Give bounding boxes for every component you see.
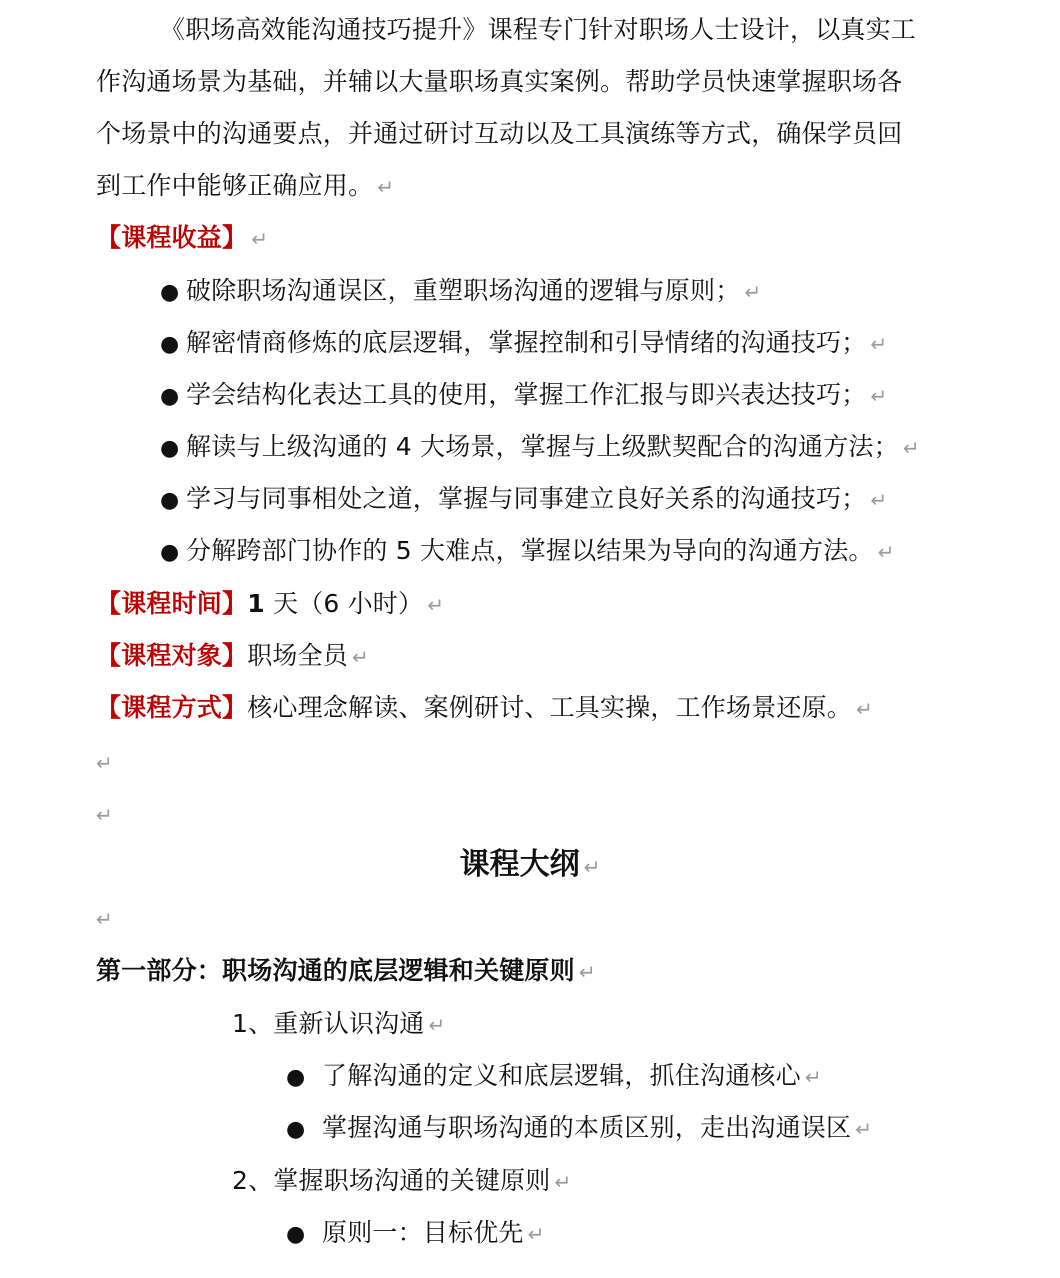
section-item: ● 了解沟通的定义和底层逻辑，抓住沟通核心 ↵	[286, 1060, 822, 1094]
paragraph-mark-icon: ↵	[352, 645, 369, 669]
benefit-item: ● 学会结构化表达工具的使用，掌握工作汇报与即兴表达技巧； ↵	[160, 379, 887, 413]
course-method: 【课程方式】核心理念解读、案例研讨、工具实操，工作场景还原。 ↵	[96, 693, 873, 722]
paragraph-mark-icon: ↵	[870, 384, 888, 408]
paragraph-mark-icon: ↵	[96, 751, 113, 775]
benefits-heading: 【课程收益】 ↵	[96, 223, 269, 252]
paragraph-mark-icon: ↵	[377, 175, 395, 199]
intro-line-4: 到工作中能够正确应用。 ↵	[96, 171, 395, 200]
benefit-item: ● 分解跨部门协作的 5 大难点，掌握以结果为导向的沟通方法。 ↵	[160, 535, 895, 569]
paragraph-mark-icon: ↵	[856, 697, 873, 721]
benefit-item: ● 学习与同事相处之道，掌握与同事建立良好关系的沟通技巧； ↵	[160, 483, 887, 517]
benefit-item: ● 破除职场沟通误区，重塑职场沟通的逻辑与原则； ↵	[160, 275, 761, 309]
bullet-icon: ●	[160, 332, 180, 357]
paragraph-mark-icon: ↵	[744, 280, 762, 304]
paragraph-mark-icon: ↵	[251, 227, 269, 251]
paragraph-mark-icon: ↵	[870, 332, 888, 356]
paragraph-mark-icon: ↵	[877, 540, 895, 564]
bullet-icon: ●	[160, 436, 180, 461]
paragraph-mark-icon: ↵	[96, 907, 113, 931]
bullet-icon: ●	[160, 488, 180, 513]
section-heading: 1、重新认识沟通 ↵	[232, 1009, 446, 1038]
section-item: ● 原则一：目标优先 ↵	[286, 1217, 545, 1251]
section-heading: 2、掌握职场沟通的关键原则 ↵	[232, 1166, 572, 1195]
paragraph-mark-icon: ↵	[870, 488, 888, 512]
paragraph-mark-icon: ↵	[578, 960, 596, 984]
paragraph-mark-icon: ↵	[554, 1170, 572, 1194]
empty-paragraph	[96, 746, 113, 779]
intro-line-2: 作沟通场景为基础，并辅以大量职场真实案例。帮助学员快速掌握职场各	[96, 67, 903, 96]
empty-paragraph	[96, 798, 113, 831]
outline-title: 课程大纲 ↵	[459, 847, 601, 882]
paragraph-mark-icon: ↵	[855, 1117, 873, 1141]
benefit-item: ● 解读与上级沟通的 4 大场景，掌握与上级默契配合的沟通方法； ↵	[160, 431, 920, 465]
intro-line-1: 《职场高效能沟通技巧提升》课程专门针对职场人士设计，以真实工	[160, 15, 917, 44]
bullet-icon: ●	[160, 384, 180, 409]
course-audience: 【课程对象】职场全员 ↵	[96, 641, 369, 670]
section-item: ● 掌握沟通与职场沟通的本质区别，走出沟通误区 ↵	[286, 1112, 872, 1146]
paragraph-mark-icon: ↵	[583, 855, 601, 879]
empty-paragraph	[96, 902, 113, 935]
bullet-icon: ●	[160, 540, 180, 565]
benefit-item: ● 解密情商修炼的底层逻辑，掌握控制和引导情绪的沟通技巧； ↵	[160, 327, 887, 361]
part-heading: 第一部分：职场沟通的底层逻辑和关键原则 ↵	[96, 956, 596, 985]
paragraph-mark-icon: ↵	[427, 593, 445, 617]
paragraph-mark-icon: ↵	[902, 436, 920, 460]
intro-line-3: 个场景中的沟通要点，并通过研讨互动以及工具演练等方式，确保学员回	[96, 119, 903, 148]
paragraph-mark-icon: ↵	[428, 1013, 446, 1037]
paragraph-mark-icon: ↵	[527, 1222, 545, 1246]
bullet-icon: ●	[160, 280, 180, 305]
course-time: 【课程时间】1 天（6 小时） ↵	[96, 589, 445, 618]
paragraph-mark-icon: ↵	[96, 803, 113, 827]
bullet-icon: ●	[286, 1117, 306, 1142]
bullet-icon: ●	[286, 1222, 306, 1247]
bullet-icon: ●	[286, 1065, 306, 1090]
paragraph-mark-icon: ↵	[804, 1065, 822, 1089]
